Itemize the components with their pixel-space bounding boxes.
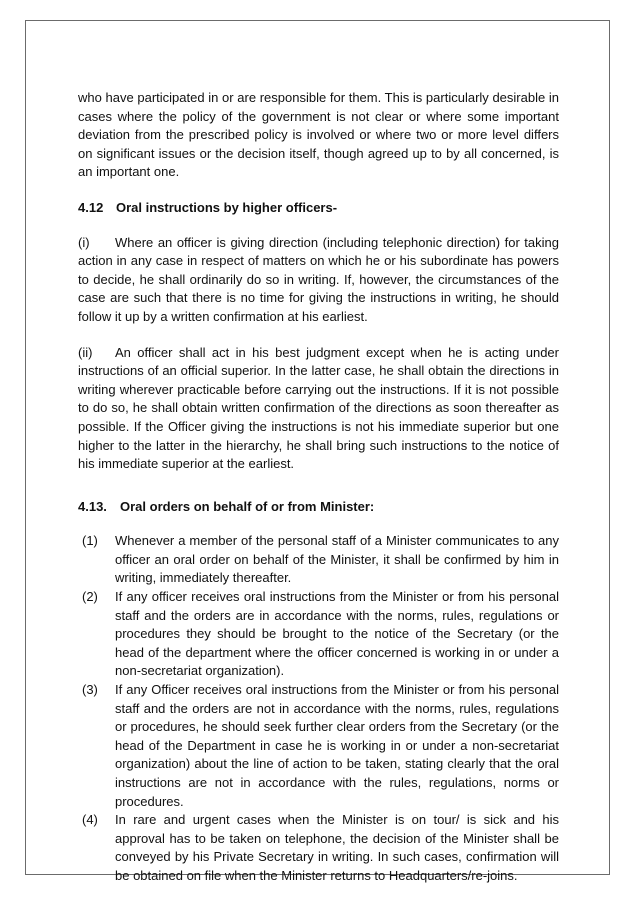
document-body <box>78 89 559 886</box>
list-item-number: (4) <box>82 812 98 828</box>
list-item <box>78 811 559 885</box>
paragraph-marker: (ii) <box>78 344 93 360</box>
list-item <box>78 532 559 588</box>
list-item-text: If any Officer receives oral instructions from the Minister or from his personal staff and the orders are not in accordance with the norms, rules, regulations or procedures, he should seek further clear orders from the Secretary (or the head of the Department in case he is working in or under a non-secretariat organization) about the line of action to be taken, stating clearly that the oral instructions are not in accordance with the rules, regulations, norms or procedures. <box>115 682 559 809</box>
numbered-list <box>78 532 559 885</box>
section-number: 4.12 <box>78 199 104 215</box>
paragraph-i <box>78 234 559 327</box>
section-title: Oral orders on behalf of or from Minister: <box>120 498 375 514</box>
section-title: Oral instructions by higher officers- <box>116 199 338 215</box>
list-item <box>78 681 559 811</box>
list-item-text: If any officer receives oral instructions from the Minister or from his personal staff and the orders are in accordance with the norms, rules, regulations or procedures they should be brought to the notice of the Secretary (or the head of the department where the officer concerned is working in or under a non-secretariat organization). <box>115 589 559 679</box>
section-4-13-heading <box>78 498 559 517</box>
list-item-text: In rare and urgent cases when the Minister is on tour/ is sick and his approval has to be taken on telephone, the decision of the Minister shall be conveyed by his Private Secretary in writing. In such cases, confirmation will be obtained on file when the Minister returns to Headquarters/re-joins. <box>115 812 559 883</box>
intro-paragraph: who have participated in or are responsible for them. This is particularly desirable in cases where the policy of the government is not clear or where some important deviation from the prescribed policy is involved or where two or more level differs on significant issues or the decision itself, though agreed up to by all concerned, is an important one. <box>78 90 559 180</box>
paragraph-text: Where an officer is giving direction (including telephonic direction) for taking action in any case in respect of matters on which he or his subordinate has powers to decide, he shall ordinarily do so in writing. If, however, the circumstances of the case are such that there is no time for giving the instructions in writing, he should follow it up by a written confirmation at his earliest. <box>78 234 559 324</box>
list-item <box>78 588 559 681</box>
paragraph-ii <box>78 344 559 474</box>
section-number: 4.13. <box>78 498 107 514</box>
section-4-12-heading <box>78 199 559 218</box>
list-item-number: (2) <box>82 589 98 605</box>
list-item-number: (3) <box>82 682 98 698</box>
paragraph-text: An officer shall act in his best judgment except when he is acting under instructions of an official superior. In the latter case, he shall obtain the directions in writing wherever practicable before carrying out the instructions. If it is not possible to do so, he shall obtain written confirmation of the directions as soon thereafter as possible. If the Officer giving the instructions is not his immediate superior but one higher to the latter in the hierarchy, he shall bring such instructions to the notice of his immediate superior at the earliest. <box>78 344 559 472</box>
paragraph-marker: (i) <box>78 234 90 250</box>
list-item-number: (1) <box>82 533 98 549</box>
list-item-text: Whenever a member of the personal staff of a Minister communicates to any officer an oral order on behalf of the Minister, it shall be confirmed by him in writing, immediately thereafter. <box>115 533 559 586</box>
